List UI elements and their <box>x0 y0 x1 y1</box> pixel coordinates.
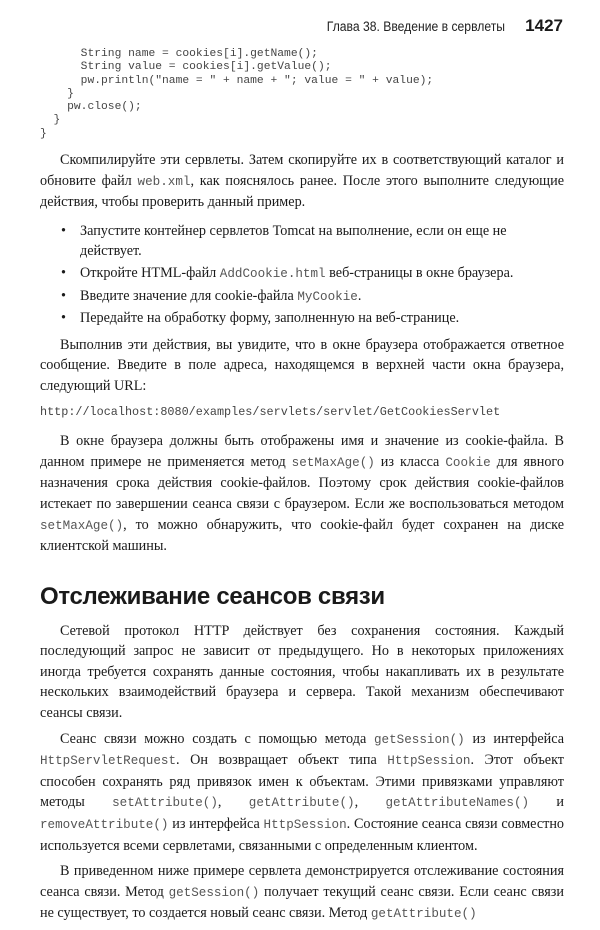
inline-code: getAttribute() <box>248 796 355 811</box>
page-number: 1427 <box>525 16 563 35</box>
text-run: из класса <box>374 453 446 470</box>
text-run: . Он возвращает объект типа <box>176 752 388 769</box>
inline-code: setAttribute() <box>112 796 218 811</box>
text-run: из интерфейса <box>464 730 564 747</box>
inline-code: HttpSession <box>263 818 347 833</box>
text-run: В приведенном ниже примере сервлета демонстрируется отслеживание состояния сеанса связи. Метод <box>40 863 564 900</box>
paragraph-session-create <box>40 729 564 857</box>
paragraph-cookie-expiry <box>40 431 564 557</box>
inline-code: getAttributeNames() <box>385 796 530 811</box>
inline-code: setMaxAge() <box>291 455 375 470</box>
running-header <box>307 16 563 36</box>
list-item <box>80 221 564 262</box>
text-run: . <box>357 287 362 304</box>
inline-code: HttpSession <box>387 754 471 769</box>
text-run: Запустите контейнер сервлетов Tomcat на выполнение, если он еще не действует. <box>80 222 507 260</box>
code-listing: String name = cookies[i].getName(); String value = cookies[i].getValue(); pw.println("name = " + name + "; value = " + value); } pw.close(); } } <box>40 48 434 140</box>
text-run: Сеанс связи можно создать с помощью метода <box>60 730 374 747</box>
inline-code: MyCookie <box>297 289 358 304</box>
text-run: В окне браузера должны быть отображены имя и значение из cookie-файла. В данном примере не применяется метод <box>40 433 564 470</box>
text-run: получает текущий сеанс связи. Если сеанс связи не существует, то создается новый сеанс связи. Метод <box>40 883 564 922</box>
paragraph-compile <box>40 150 564 213</box>
inline-code: AddCookie.html <box>219 266 326 281</box>
inline-code: web.xml <box>137 174 191 189</box>
section-heading: Отслеживание сеансов связи <box>40 582 385 610</box>
text-run: , <box>354 794 386 811</box>
text-run: . Этот объект способен сохранять ряд привязок имен к объектам. Этими привязками управляют методы <box>40 752 564 811</box>
inline-code: getSession() <box>374 732 465 747</box>
inline-code: setMaxAge() <box>40 518 124 533</box>
text-run: веб-страницы в окне браузера. <box>325 264 514 281</box>
text-run: Откройте HTML-файл <box>80 264 220 281</box>
inline-code: getSession() <box>168 885 260 900</box>
inline-code: getAttribute() <box>370 907 477 922</box>
page-body <box>40 150 564 930</box>
list-item <box>80 286 564 308</box>
inline-code: HttpServletRequest <box>40 754 177 769</box>
text-run: , то можно обнаружить, что cookie-файл будет сохранен на диске клиентской машины. <box>40 516 564 555</box>
text-run: Скомпилируйте эти сервлеты. Затем скопируйте их в соответствующий каталог и обновите файл <box>40 152 564 189</box>
text-run: Передайте на обработку форму, заполненную на веб-странице. <box>80 310 460 327</box>
chapter-title: Глава 38. Введение в сервлеты <box>326 19 506 34</box>
list-item <box>80 263 564 285</box>
text-run: . Состояние сеанса связи совместно используется всеми сервлетами, связанными с определенным клиентом. <box>40 816 565 854</box>
paragraph-http-stateless <box>40 621 564 724</box>
inline-code: Cookie <box>445 455 491 470</box>
list-item <box>80 308 564 329</box>
text-run: для явного назначения срока действия cookie-файлов. Поэтому срок действия cookie-файлов истекает по завершении сеанса связи с браузером. Если же воспользоваться методом <box>40 453 564 512</box>
paragraph-result <box>40 335 564 397</box>
text-run: Введите значение для cookie-файла <box>80 287 298 304</box>
text-run: из интерфейса <box>168 816 264 833</box>
inline-code: removeAttribute() <box>40 818 169 833</box>
steps-list <box>40 221 564 329</box>
text-run: Сетевой протокол HTTP действует без сохранения состояния. Каждый последующий запрос не зависит от предыдущего. Но в некоторых приложениях иногда требуется сохранять данные состояния, чтобы накапливать их в результате нескольких взаимодействий браузера и сервера. Такой механизм обеспечивают сеансы связи. <box>40 622 564 722</box>
paragraph-session-example <box>40 861 564 925</box>
example-url: http://localhost:8080/examples/servlets/servlet/GetCookiesServlet <box>40 404 501 419</box>
text-run: , как пояснялось ранее. После этого выполните следующие действия, чтобы проверить данный пример. <box>40 172 564 211</box>
text-run: Выполнив эти действия, вы увидите, что в окне браузера отображается ответное сообщение. Введите в поле адреса, находящемся в верхней части окна браузера, следующий URL: <box>40 336 564 394</box>
text-run: , <box>217 794 249 811</box>
text-run: и <box>529 794 565 811</box>
